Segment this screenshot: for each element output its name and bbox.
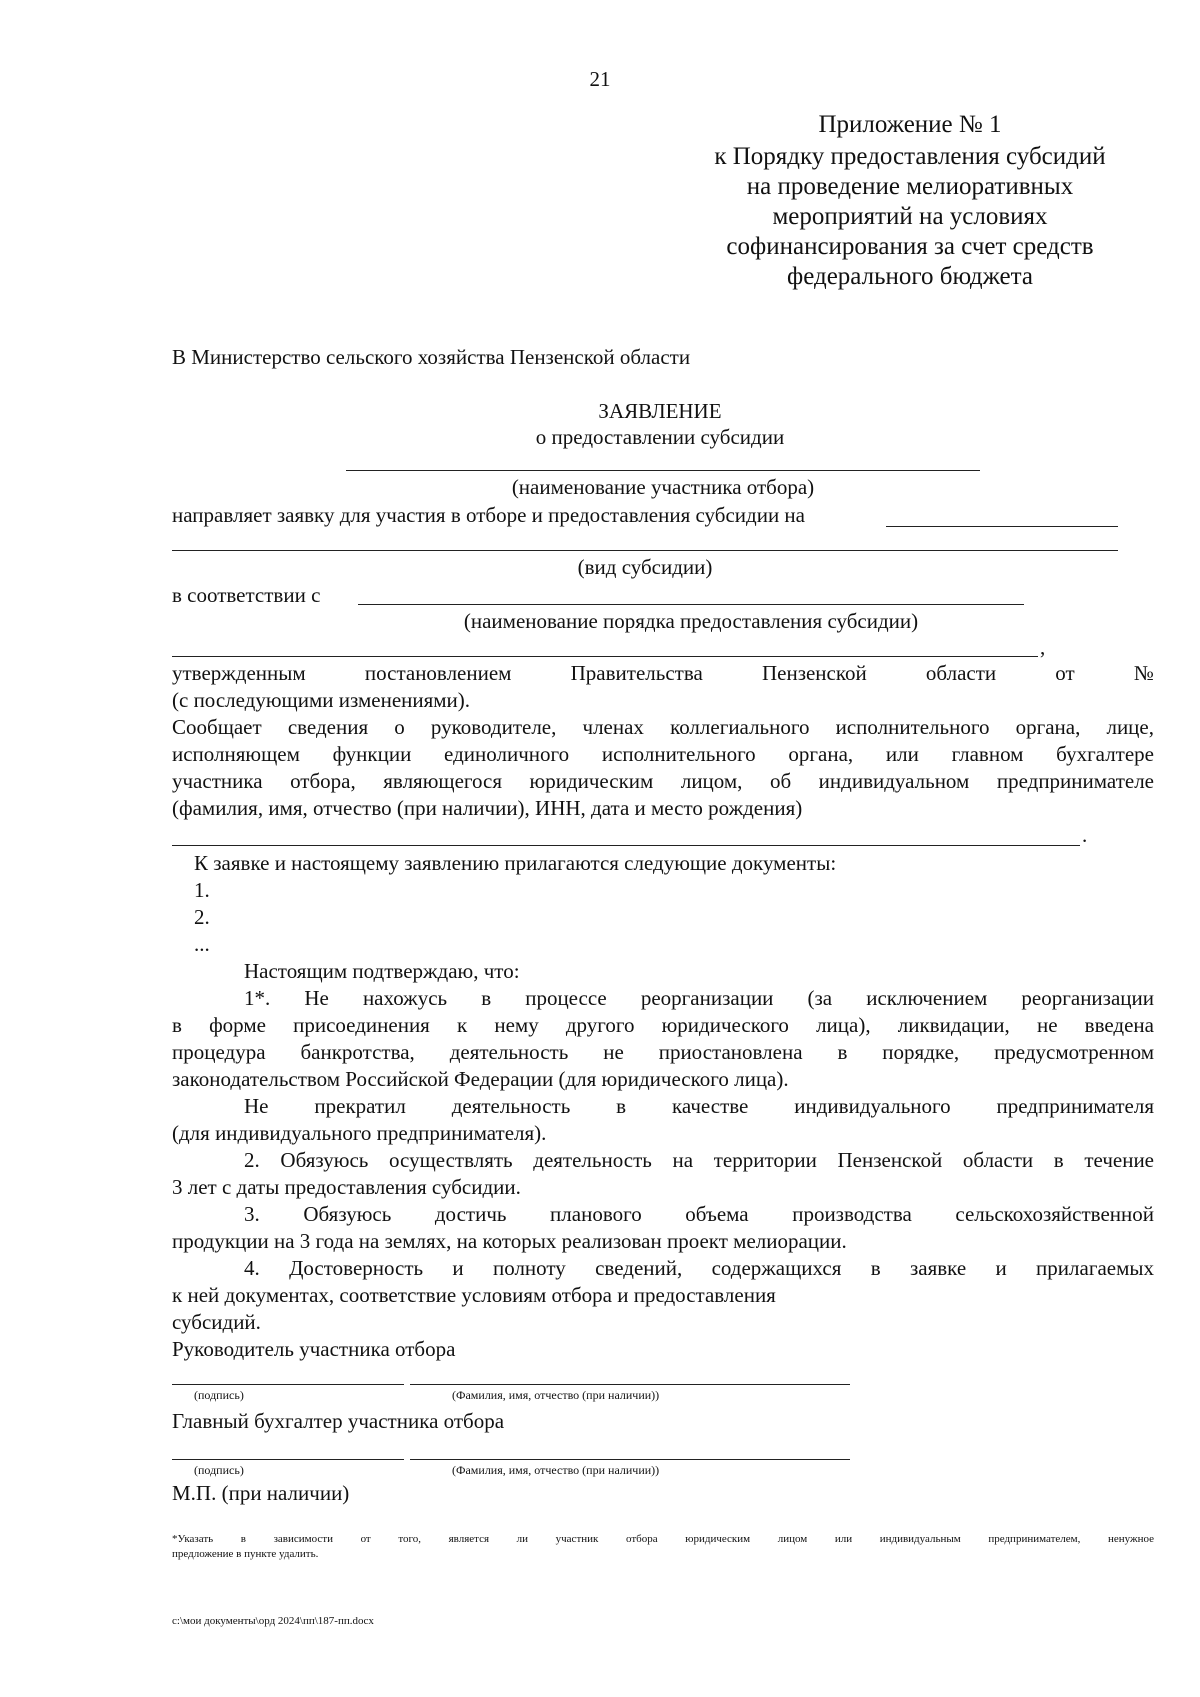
accountant-label: Главный бухгалтер участника отбора [172,1409,505,1433]
approved-word: области [925,661,997,685]
clause-4-line: к ней документах, соответствие условиям отбора и предоставления [172,1283,776,1307]
subsidy-line-2 [172,550,1118,551]
appendix-line: мероприятий на условиях [772,203,1048,230]
attachment-item: 2. [194,905,210,929]
clause-4-line: субсидий. [172,1310,261,1334]
attachment-item: 1. [194,878,210,902]
subsidy-type-caption: (вид субсидии) [577,555,713,579]
period: . [1082,823,1088,847]
document-title: ЗАЯВЛЕНИЕ [598,399,722,423]
participant-caption: (наименование участника отбора) [511,475,815,499]
clause-3-line: продукции на 3 года на землях, на которых реализован проект мелиорации. [172,1229,847,1253]
procedure-line-1 [358,604,1024,605]
attachment-item: ... [194,932,210,956]
document-subtitle: о предоставлении субсидии [535,425,785,449]
info-line: исполняющем функции единоличного исполнительного органа, или главном бухгалтере [172,742,1154,766]
signature-caption: (подпись) [194,1463,244,1477]
footnote-line: *Указать в зависимости от того, является ли участник отбора юридическим лицом или индивидуальным предпринимателем, ненужное [172,1533,1154,1545]
footnote-line: предложение в пункте удалить. [172,1548,319,1560]
clause-1-line: процедура банкротства, деятельность не приостановлена в порядке, предусмотренном [172,1040,1154,1064]
accountant-name-line [410,1459,850,1460]
clause-1b-line: (для индивидуального предпринимателя). [172,1121,547,1145]
attachments-intro: К заявке и настоящему заявлению прилагаются следующие документы: [194,851,837,875]
name-caption: (Фамилия, имя, отчество (при наличии)) [452,1388,660,1402]
appendix-line: на проведение мелиоративных [746,173,1074,200]
participant-name-line [346,470,980,471]
clause-3-line: 3. Обязуюсь достичь планового объема производства сельскохозяйственной [244,1202,1154,1226]
appendix-block [660,108,1160,292]
approved-word: Правительства [570,661,703,685]
procedure-line-2 [172,656,1038,657]
head-label: Руководитель участника отбора [172,1337,456,1361]
head-name-line [410,1384,850,1385]
clause-1-line: 1*. Не нахожусь в процессе реорганизации (за исключением реорганизации [244,986,1154,1010]
amendments-text: (с последующими изменениями). [172,688,471,712]
signature-caption: (подпись) [194,1388,244,1402]
subsidy-line-1 [886,526,1118,527]
comma: , [1040,635,1046,659]
procedure-caption: (наименование порядка предоставления субсидии) [463,609,919,633]
appendix-line: федерального бюджета [787,263,1033,290]
addressee: В Министерство сельского хозяйства Пензенской области [172,345,691,369]
clause-1-line: в форме присоединения к нему другого юридического лица), ликвидации, не введена [172,1013,1154,1037]
info-line: участника отбора, являющегося юридическим лицом, об индивидуальном предпринимателе [172,769,1154,793]
approved-word: № [1133,661,1154,685]
head-signature-line [172,1384,404,1385]
name-caption: (Фамилия, имя, отчество (при наличии)) [452,1463,660,1477]
approved-word: Пензенской [761,661,867,685]
clause-4-line: 4. Достоверность и полноту сведений, содержащихся в заявке и прилагаемых [244,1256,1154,1280]
request-text: направляет заявку для участия в отборе и предоставления субсидии на [172,503,805,527]
accountant-signature-line [172,1459,404,1460]
info-answer-line [172,845,1080,846]
approved-line [172,660,1154,687]
appendix-line: к Порядку предоставления субсидий [714,143,1106,170]
clause-2-line: 2. Обязуюсь осуществлять деятельность на территории Пензенской области в течение [244,1148,1154,1172]
clause-1-line: законодательством Российской Федерации (для юридического лица). [172,1067,789,1091]
appendix-title: Приложение № 1 [818,111,1002,138]
approved-word: от [1055,661,1075,685]
confirmation-intro: Настоящим подтверждаю, что: [244,959,520,983]
approved-word: утвержденным [172,661,306,685]
info-line: Сообщает сведения о руководителе, членах коллегиального исполнительного органа, лице, [172,715,1154,739]
page-number: 21 [589,67,611,91]
clause-2-line: 3 лет с даты предоставления субсидии. [172,1175,521,1199]
approved-word: постановлением [364,661,512,685]
appendix-line: софинансирования за счет средств [726,233,1094,260]
stamp-place: М.П. (при наличии) [172,1481,350,1505]
info-line: (фамилия, имя, отчество (при наличии), ИНН, дата и место рождения) [172,796,803,820]
according-to-text: в соответствии с [172,583,321,607]
file-path: c:\мои документы\орд 2024\пп\187-пп.docx [172,1615,374,1627]
clause-1b-line: Не прекратил деятельность в качестве индивидуального предпринимателя [244,1094,1154,1118]
